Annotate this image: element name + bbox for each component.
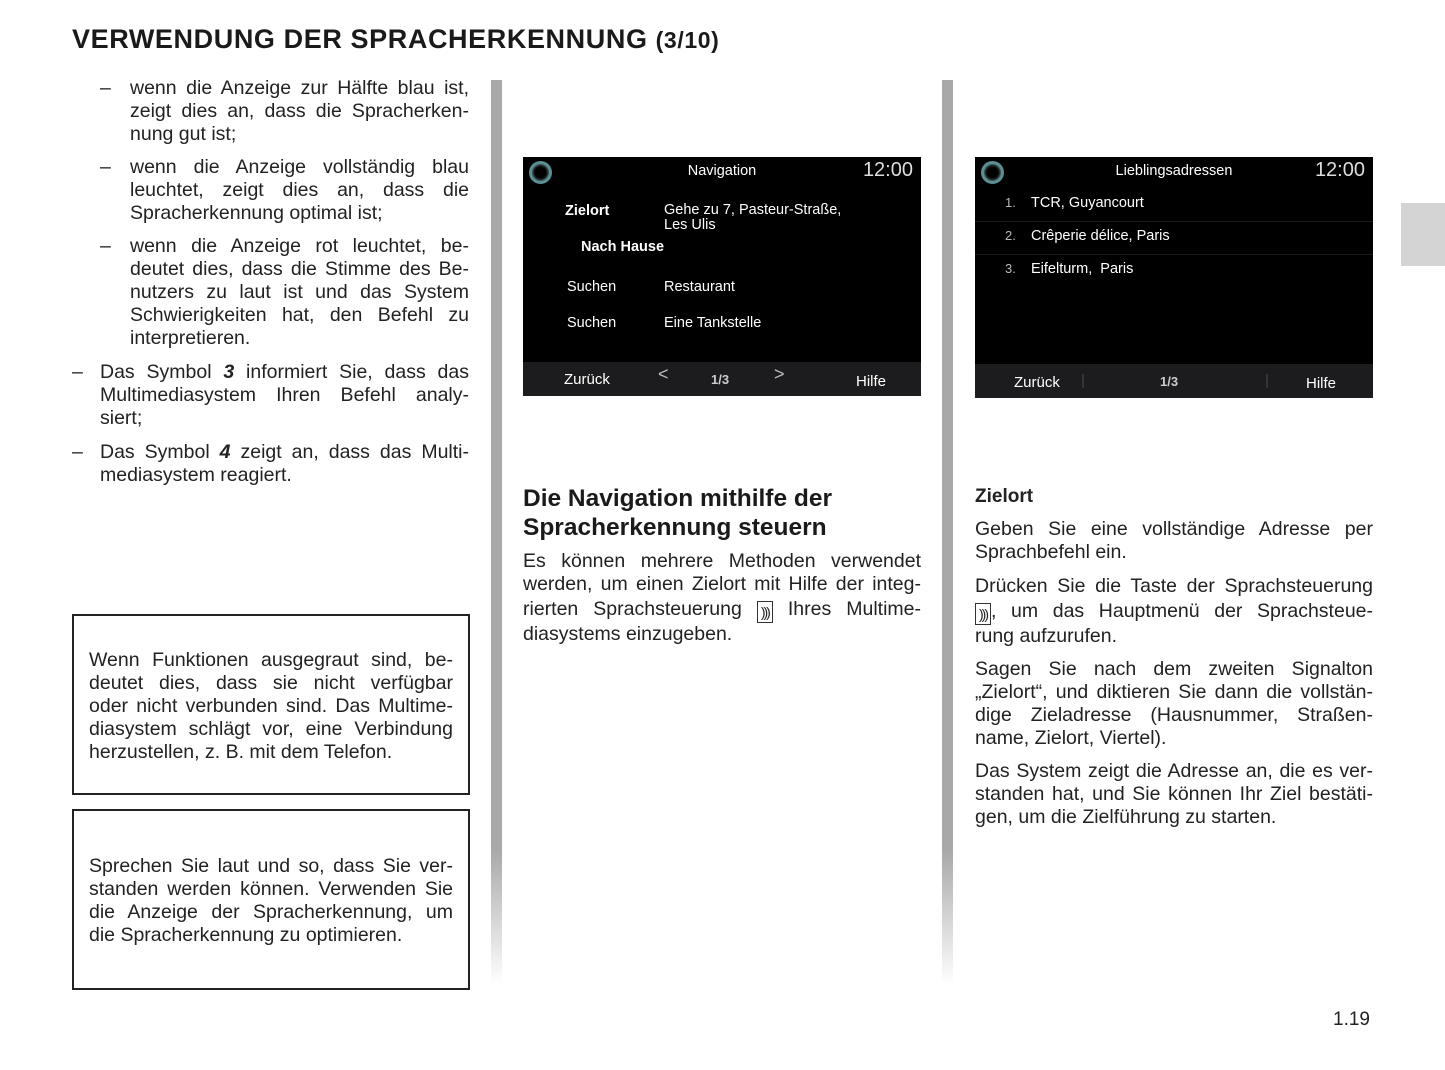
text-line: herzustellen, z. B. mit dem Telefon.	[89, 741, 393, 763]
text: werden, um einen Zielort mit Hilfe der integ-	[523, 573, 921, 595]
title-text: VERWENDUNG DER SPRACHERKENNUNG	[72, 24, 648, 54]
section-heading	[523, 484, 921, 542]
menu-item-label[interactable]: Suchen	[567, 315, 617, 331]
text: Les Ulis	[664, 217, 716, 233]
text-line: Spracherkennung optimal ist;	[130, 202, 383, 224]
text-line: diasystem schlägt vor, eine Verbindung	[89, 718, 453, 740]
bullet-dash: –	[72, 441, 83, 463]
text-line: deutet dies, dass die Stimme des Be-	[130, 258, 469, 280]
bullet-symbol-4	[100, 441, 469, 487]
bullet-dash: –	[72, 361, 83, 383]
prev-page-button[interactable]: <	[658, 364, 669, 384]
bullet-dash: –	[100, 156, 111, 178]
clock: 12:00	[1314, 159, 1365, 181]
screen-title: Navigation	[687, 163, 757, 179]
text-line: Das System zeigt die Adresse an, die es ver-	[975, 760, 1373, 782]
symbol-number: 3	[223, 361, 235, 383]
text-line: die Spracherkennung zu optimieren.	[89, 924, 403, 946]
menu-item-label[interactable]: Suchen	[567, 279, 617, 295]
menu-item-zielort[interactable]: Zielort	[565, 203, 610, 219]
text-line: name, Zielort, Viertel).	[975, 727, 1167, 749]
page-title	[72, 24, 719, 55]
favorite-address-item[interactable]: TCR, Guyancourt	[1031, 195, 1144, 211]
page-indicator: 1/3	[1160, 374, 1179, 389]
menu-item-value[interactable]: Restaurant	[664, 279, 735, 295]
text-line: leuchtet, zeigt dies an, dass die	[130, 179, 469, 201]
text-line: oder nicht verbunden sind. Das Multime-	[89, 695, 453, 717]
screen-footer	[523, 362, 921, 396]
text: siert;	[100, 407, 143, 429]
divider	[975, 254, 1373, 255]
text-line: standen werden können. Verwenden Sie	[89, 878, 453, 900]
middle-paragraph	[523, 550, 921, 646]
column-divider	[942, 80, 953, 985]
text: Spracherkennung steuern	[523, 514, 827, 541]
divider	[975, 221, 1373, 222]
paragraph	[975, 760, 1373, 829]
separator: |	[1081, 372, 1085, 389]
sub-bullet	[130, 77, 469, 146]
screen-footer	[975, 364, 1373, 398]
sub-bullet	[130, 156, 469, 225]
favorite-address-item[interactable]: Eifelturm, Paris	[1031, 261, 1134, 277]
help-button[interactable]: Hilfe	[1306, 375, 1337, 392]
text-line: wenn die Anzeige zur Hälfte blau ist,	[130, 77, 469, 99]
sub-bullet	[130, 235, 469, 350]
symbol-number: 4	[219, 441, 231, 463]
text-line: standen hat, und Sie können Ihr Ziel bestäti-	[975, 783, 1373, 805]
text: Drücken Sie die Taste der Sprachsteuerung	[975, 575, 1373, 597]
separator: |	[1265, 372, 1269, 389]
text-line: gen, um die Zielführung zu starten.	[975, 806, 1277, 828]
item-number: 2.	[1005, 228, 1016, 243]
next-page-button[interactable]: >	[774, 364, 785, 384]
text-line: dige Zieladresse (Hausnummer, Straßen-	[975, 704, 1373, 726]
text-line: deutet dies, dass sie nicht verfügbar	[89, 672, 453, 694]
text-line: nutzers zu laut ist und das System	[130, 281, 469, 303]
navigation-screen	[523, 157, 921, 396]
item-number: 1.	[1005, 195, 1016, 210]
paragraph	[975, 575, 1373, 648]
text-line: Geben Sie eine vollständige Adresse per	[975, 518, 1373, 540]
text-line: die Anzeige der Spracherkennung, um	[89, 901, 453, 923]
clock: 12:00	[862, 159, 913, 181]
paragraph	[975, 518, 1373, 564]
back-button[interactable]: Zurück	[1014, 374, 1060, 391]
screen-header	[975, 157, 1373, 187]
page-number: 1.19	[1333, 1009, 1370, 1030]
subheading-zielort: Zielort	[975, 486, 1034, 507]
text-line: Sprechen Sie laut und so, dass Sie ver-	[89, 855, 453, 877]
back-button[interactable]: Zurück	[564, 371, 610, 388]
text: informiert Sie, dass das	[234, 361, 469, 383]
text: Das Symbol	[100, 441, 220, 463]
text-line: nung gut ist;	[130, 123, 237, 145]
text: Die Navigation mithilfe der	[523, 485, 833, 512]
text-line: Sagen Sie nach dem zweiten Signalton	[975, 658, 1373, 680]
text: Multimediasystem Ihren Befehl analy-	[100, 384, 469, 406]
text: diasystems einzugeben.	[523, 623, 733, 645]
text: rung aufzurufen.	[975, 625, 1118, 647]
column-divider	[491, 80, 502, 985]
bullet-dash: –	[100, 77, 111, 99]
text: mediasystem reagiert.	[100, 464, 292, 486]
text-line: Sprachbefehl ein.	[975, 541, 1127, 563]
paragraph	[975, 658, 1373, 750]
text-line: „Zielort“, und diktieren Sie dann die vollstän-	[975, 681, 1373, 703]
menu-item-value[interactable]: Eine Tankstelle	[664, 315, 762, 331]
favorite-address-item[interactable]: Crêperie délice, Paris	[1031, 228, 1170, 244]
text: rierten Sprachsteuerung	[523, 598, 742, 620]
item-number: 3.	[1005, 261, 1016, 276]
bullet-symbol-3	[100, 361, 469, 430]
text-line: wenn die Anzeige rot leuchtet, be-	[130, 235, 469, 257]
text: , um das Hauptmenü der Sprachsteue-	[991, 600, 1373, 622]
text: Ihres Multime-	[787, 598, 921, 620]
favorites-screen	[975, 157, 1373, 398]
voice-control-button-icon: )))	[757, 601, 773, 623]
text: Das Symbol	[100, 361, 224, 383]
text-line: Schwierigkeiten hat, den Befehl zu	[130, 304, 469, 326]
menu-item-nach-hause[interactable]: Nach Hause	[581, 239, 665, 255]
text: Es können mehrere Methoden verwendet	[523, 550, 921, 572]
text: zeigt an, dass das Multi-	[230, 441, 469, 463]
title-suffix: (3/10)	[655, 27, 720, 53]
text-line: zeigt dies an, dass die Spracherken-	[130, 100, 469, 122]
bullet-dash: –	[100, 235, 111, 257]
text-line: interpretieren.	[130, 327, 251, 349]
screen-title: Lieblingsadressen	[1115, 163, 1233, 179]
text-line: Wenn Funktionen ausgegraut sind, be-	[89, 649, 453, 671]
voice-control-button-icon: )))	[975, 603, 991, 625]
note-box-greyed-functions	[72, 614, 470, 795]
text-line: wenn die Anzeige vollständig blau	[130, 156, 469, 178]
chapter-tab	[1401, 203, 1445, 266]
zielort-value	[664, 203, 841, 233]
help-button[interactable]: Hilfe	[856, 373, 887, 390]
screen-header	[523, 157, 921, 187]
page-indicator: 1/3	[711, 372, 730, 387]
note-box-speak-loud	[72, 809, 470, 990]
text: Gehe zu 7, Pasteur-Straße,	[664, 202, 842, 218]
